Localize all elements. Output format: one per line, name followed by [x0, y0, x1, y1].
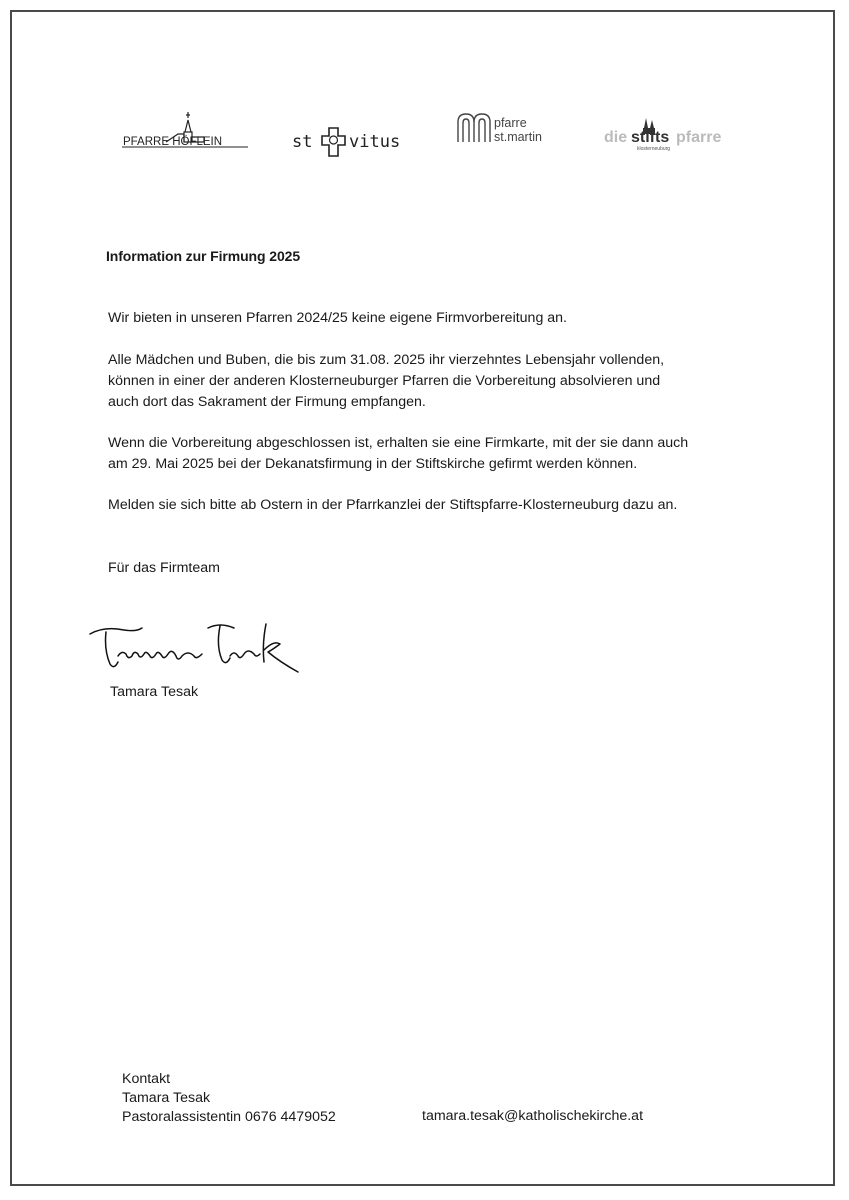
paragraph-2: [108, 350, 664, 413]
paragraph-2-line: können in einer der anderen Klosterneuburger Pfarren die Vorbereitung absolvieren und: [108, 373, 661, 389]
signer-name: Tamara Tesak: [110, 684, 199, 700]
contact-block: [122, 1070, 336, 1127]
stmartin-logo-pfarre: pfarre: [494, 116, 527, 130]
pfarre-hoeflein-logo: [122, 110, 248, 154]
martin-m-icon: [458, 114, 490, 142]
paragraph-3-line: Wenn die Vorbereitung abgeschlossen ist, erhalten sie eine Firmkarte, mit der sie dann auch: [108, 435, 689, 451]
stiftspfarre-logo: [604, 116, 730, 152]
pfarre-st-martin-logo: [454, 110, 566, 150]
stmartin-logo-stmartin: st.martin: [494, 130, 542, 144]
stvitus-logo-vitus: vitus: [349, 132, 401, 152]
contact-label: Kontakt: [122, 1071, 171, 1087]
stvitus-logo-st: st: [292, 132, 313, 152]
document-heading: Information zur Firmung 2025: [106, 248, 301, 264]
st-vitus-logo: [292, 118, 410, 164]
handwritten-signature: [84, 620, 304, 682]
paragraph-3-line: am 29. Mai 2025 bei der Dekanatsfirmung in der Stiftskirche gefirmt werden können.: [108, 456, 638, 472]
stiftspfarre-logo-sub: klosterneuburg: [637, 146, 671, 152]
paragraph-1: Wir bieten in unseren Pfarren 2024/25 keine eigene Firmvorbereitung an.: [108, 310, 567, 326]
stiftspfarre-logo-pfarre: pfarre: [676, 129, 722, 146]
contact-role-phone: Pastoralassistentin 0676 4479052: [122, 1109, 336, 1125]
paragraph-2-line: Alle Mädchen und Buben, die bis zum 31.08. 2025 ihr vierzehntes Lebensjahr vollenden,: [108, 352, 665, 368]
page-frame: [10, 10, 835, 1186]
stiftspfarre-logo-die: die: [604, 129, 628, 146]
paragraph-2-line: auch dort das Sakrament der Firmung empfangen.: [108, 394, 426, 410]
contact-name: Tamara Tesak: [122, 1090, 211, 1106]
sign-off: Für das Firmteam: [108, 560, 220, 576]
stiftspfarre-logo-stifts: stifts: [631, 129, 670, 146]
cross-icon: [322, 128, 345, 156]
contact-email[interactable]: tamara.tesak@katholischekirche.at: [422, 1108, 644, 1124]
hoeflein-logo-left: PFARRE HÖFLEIN: [123, 136, 223, 148]
paragraph-4: Melden sie sich bitte ab Ostern in der Pfarrkanzlei der Stiftspfarre-Klosterneuburg dazu an.: [108, 497, 678, 513]
paragraph-3: [108, 433, 688, 475]
